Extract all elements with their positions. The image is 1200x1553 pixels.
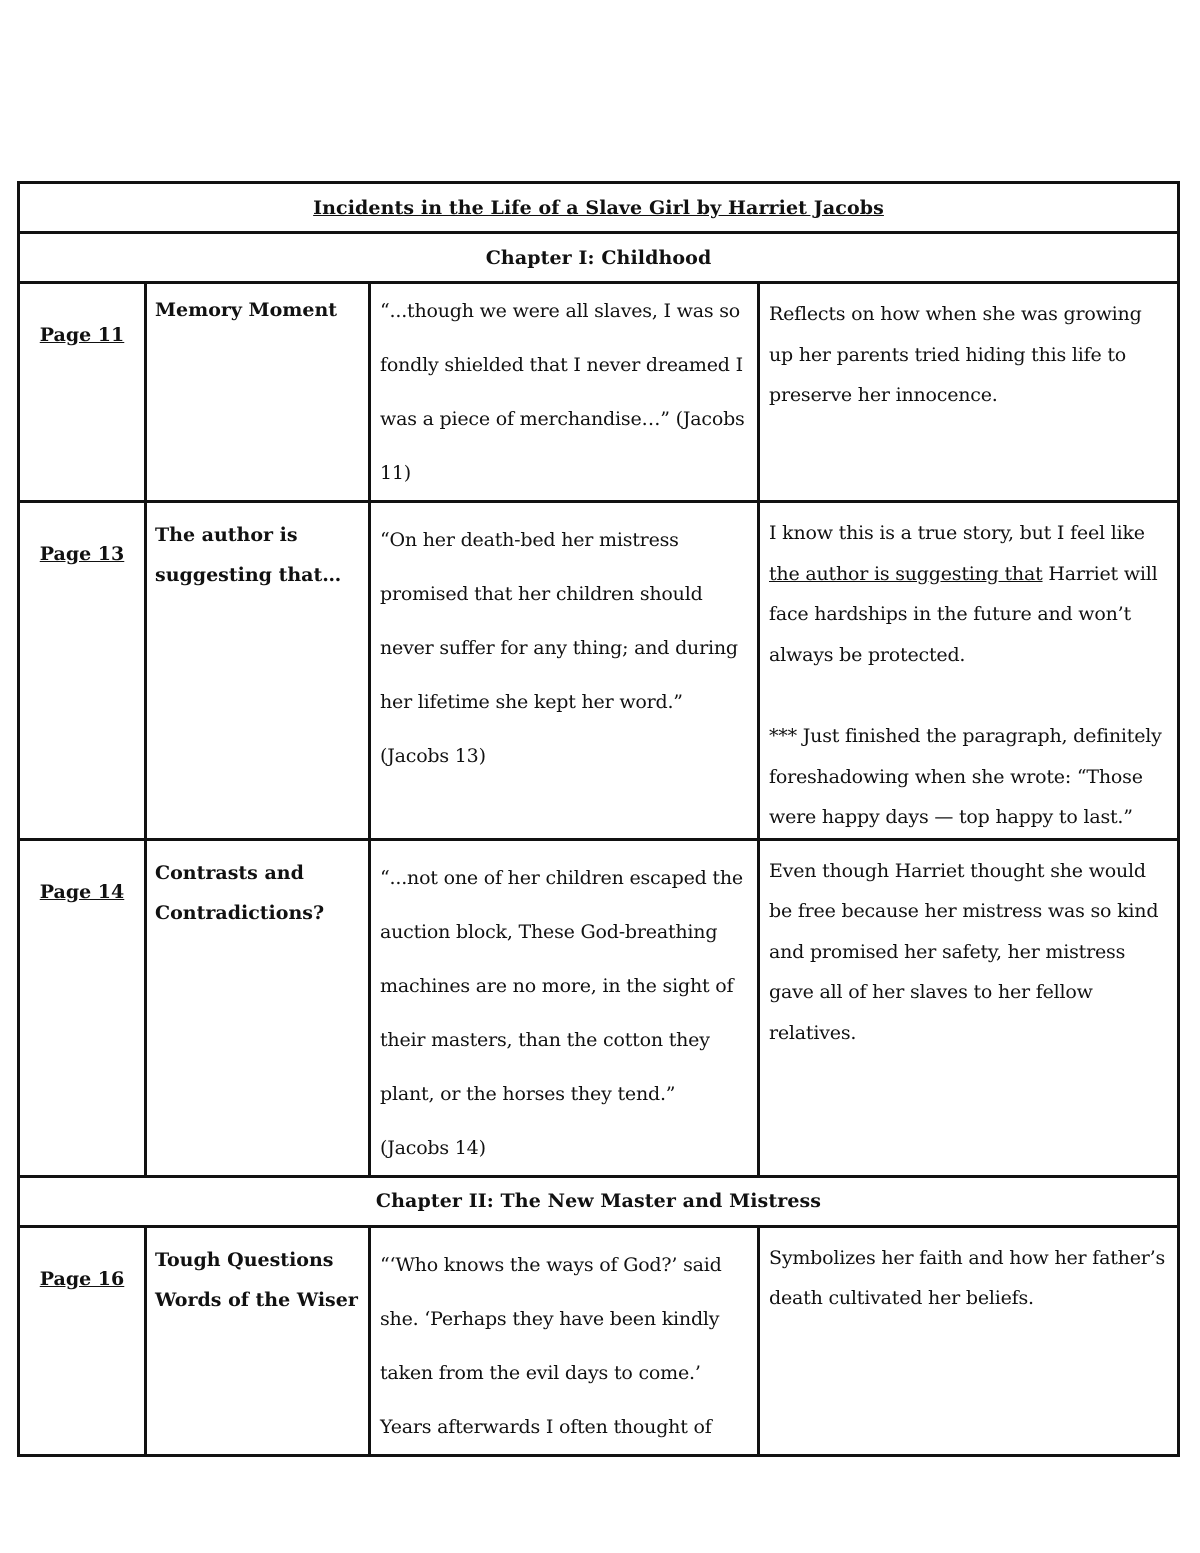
category-label-secondary: Words of the Wiser bbox=[155, 1288, 358, 1311]
chapter-heading-row bbox=[19, 1176, 1179, 1226]
category-cell bbox=[146, 502, 370, 840]
chapter-heading-cell bbox=[19, 1176, 1179, 1226]
chapter-heading-row bbox=[19, 233, 1179, 283]
quote-cell bbox=[370, 1226, 759, 1455]
chapter-heading: Chapter II: The New Master and Mistress bbox=[375, 1190, 822, 1212]
quote-cell bbox=[370, 839, 759, 1176]
category-cell bbox=[146, 1226, 370, 1455]
category-label: Memory Moment bbox=[155, 299, 338, 321]
page-number: Page 13 bbox=[39, 543, 125, 565]
page-number: Page 16 bbox=[39, 1267, 125, 1290]
category-cell bbox=[146, 283, 370, 502]
category-label: Tough Questions bbox=[155, 1248, 334, 1271]
category-label: Contrasts and Contradictions? bbox=[155, 861, 325, 924]
quote-cell bbox=[370, 502, 759, 840]
note-text: Even though Harriet thought she would be free because her mistress was so kind and promised her safety, her mistress gave all of her slaves to her fellow relatives. bbox=[769, 859, 1159, 1044]
note-spacer bbox=[769, 675, 1169, 716]
page-number-cell bbox=[19, 283, 146, 502]
note-cell bbox=[759, 502, 1179, 840]
note-underlined-phrase: the author is suggesting that bbox=[769, 562, 1043, 585]
page-number: Page 14 bbox=[39, 880, 125, 903]
note-addendum: *** Just finished the paragraph, definitely foreshadowing when she wrote: “Those were happy days — top happy to last.” bbox=[769, 725, 1162, 828]
category-label: The author is suggesting that… bbox=[155, 524, 342, 586]
table-row bbox=[19, 839, 1179, 1176]
category-cell bbox=[146, 839, 370, 1176]
quote-text: “...though we were all slaves, I was so fondly shielded that I never dreamed I was a piece of merchandise…” (Jacobs 11) bbox=[380, 300, 745, 484]
table-row bbox=[19, 283, 1179, 502]
chapter-heading-cell bbox=[19, 233, 1179, 283]
quote-cell bbox=[370, 283, 759, 502]
page-number: Page 11 bbox=[39, 324, 125, 346]
table-row bbox=[19, 502, 1179, 840]
quote-text: “On her death-bed her mistress promised that her children should never suffer for any thing; and during her lifetime she kept her word.” (Jacobs 13) bbox=[380, 529, 738, 767]
note-cell bbox=[759, 839, 1179, 1176]
note-text-end: Harriet will face hardships in the future and won’t always be protected. bbox=[769, 562, 1158, 666]
note-text: Reflects on how when she was growing up her parents tried hiding this life to preserve her innocence. bbox=[769, 303, 1142, 406]
note-cell bbox=[759, 1226, 1179, 1455]
reading-log-table bbox=[17, 181, 1180, 1457]
page-number-cell bbox=[19, 502, 146, 840]
page-number-cell bbox=[19, 839, 146, 1176]
note-text-start: I know this is a true story, but I feel like bbox=[769, 522, 1145, 544]
note-cell bbox=[759, 283, 1179, 502]
document-title: Incidents in the Life of a Slave Girl by Harriet Jacobs bbox=[313, 196, 884, 219]
title-row bbox=[19, 183, 1179, 233]
note-text: Symbolizes her faith and how her father’s death cultivated her beliefs. bbox=[769, 1246, 1166, 1309]
quote-text: “‘Who knows the ways of God?’ said she. ‘Perhaps they have been kindly taken from the evil days to come.’ Years afterwards I often thought of bbox=[380, 1253, 722, 1438]
chapter-heading: Chapter I: Childhood bbox=[485, 246, 712, 269]
note-text bbox=[769, 513, 1169, 675]
table-row bbox=[19, 1226, 1179, 1455]
page-number-cell bbox=[19, 1226, 146, 1455]
quote-text: “...not one of her children escaped the auction block, These God-breathing machines are no more, in the sight of their masters, than the cotton they plant, or the horses they tend.” (Jacobs 14) bbox=[380, 866, 743, 1159]
document-title-cell bbox=[19, 183, 1179, 233]
